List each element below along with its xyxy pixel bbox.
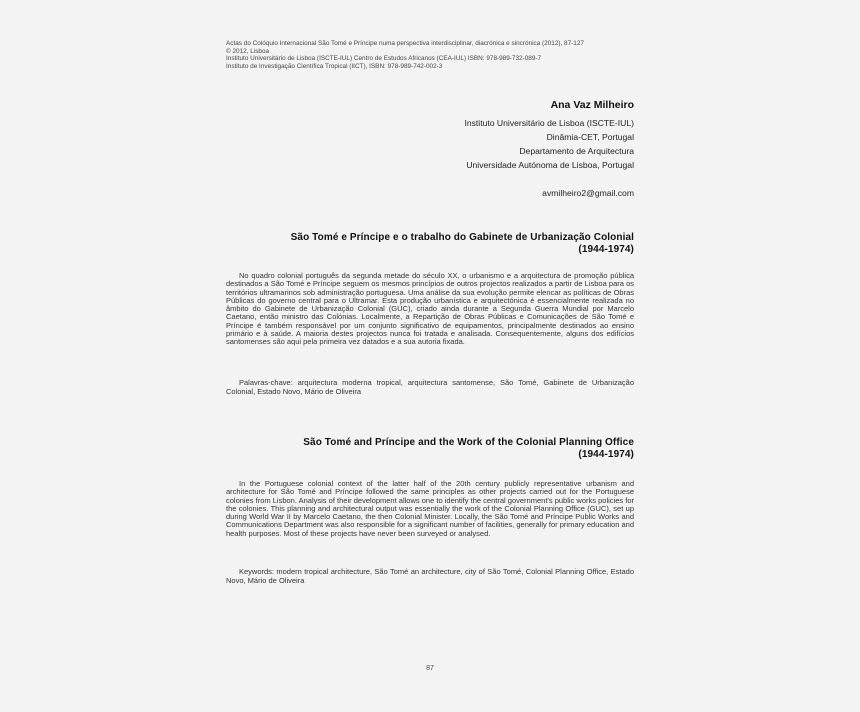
publication-header (226, 40, 584, 70)
page-number: 87 (426, 665, 434, 672)
english-abstract: In the Portuguese colonial context of the latter half of the 20th century publicly representative urbanism and architecture for São Tomé and Príncipe followed the same principles as other projects carried out for the Portuguese colonies from Lisbon. Analysis of their development allows one to identify the central government's public works policies for the colonies. This planning and architectural output was essentially the work of the Colonial Planning Office (GUC), set up during World War II by Marcelo Caetano, the then Colonial Minister. Locally, the São Tomé and Príncipe Public Works and Communications Department was also responsible for a significant number of facilities, generally for primary education and health purposes. Most of these projects have never been surveyed or analysed. (226, 479, 634, 538)
portuguese-title (226, 232, 634, 256)
header-line: © 2012, Lisboa (226, 47, 270, 55)
author-block (464, 99, 634, 172)
portuguese-abstract: No quadro colonial português da segunda metade do século XX, o urbanismo e a arquitectura de promoção pública destinados a São Tomé e Príncipe seguem os mesmos princípios de outros projectos realizados a partir de Lisboa para os territórios ultramarinos sob administração portuguesa. Uma análise da sua evolução permite elencar as políticas de Obras Públicas do governo central para o Ultramar. Esta produção urbanística e arquitectónica é essencialmente realizada no âmbito do Gabinete de Urbanização Colonial (GUC), criado ainda durante a Segunda Guerra Mundial por Marcelo Caetano, então ministro das Colónias. Localmente, a Repartição de Obras Públicas e Comunicações de São Tomé e Príncipe é também responsável por um conjunto significativo de equipamentos, principalmente destinados ao ensino primário e à saúde. A maioria destes projectos nunca foi tratada e analisada. Consequentemente, alguns dos edifícios santomenses são aqui pela primeira vez datados e a sua autoria fixada. (226, 271, 634, 347)
english-title-line: São Tomé and Príncipe and the Work of the Colonial Planning Office (303, 437, 634, 448)
affiliation: Universidade Autónoma de Lisboa, Portugal (466, 160, 634, 170)
affiliation: Dinâmia-CET, Portugal (546, 132, 634, 142)
english-title-years: (1944-1974) (578, 449, 634, 460)
header-line: Actas do Colóquio Internacional São Tomé e Príncipe numa perspectiva interdisciplinar, diacrónica e sincrónica (2012), 87-127 (226, 40, 584, 47)
portuguese-title-years: (1944-1974) (578, 244, 634, 255)
header-line: Instituto Universitário de Lisboa (ISCTE-IUL) Centro de Estudos Africanos (CEA-IUL) ISBN: 978-989-732-089-7 (226, 55, 542, 63)
portuguese-title-line: São Tomé e Príncipe e o trabalho do Gabinete de Urbanização Colonial (290, 232, 634, 243)
author-email: avmilheiro2@gmail.com (542, 188, 634, 198)
affiliation: Departamento de Arquitectura (519, 146, 634, 156)
affiliation: Instituto Universitário de Lisboa (ISCTE-IUL) (464, 118, 634, 128)
portuguese-keywords: Palavras-chave: arquitectura moderna tropical, arquitectura santomense, São Tomé, Gabinete de Urbanização Colonial, Estado Novo, Mário de Oliveira (226, 378, 634, 397)
english-keywords: Keywords: modern tropical architecture, São Tomé an architecture, city of São Tomé, Colonial Planning Office, Estado Novo, Mário de Oliveira (226, 567, 634, 586)
header-line: Instituto de Investigação Científica Tropical (IICT), ISBN: 978-989-742-002-3 (226, 62, 443, 70)
english-title (226, 437, 634, 461)
author-name: Ana Vaz Milheiro (550, 99, 634, 111)
